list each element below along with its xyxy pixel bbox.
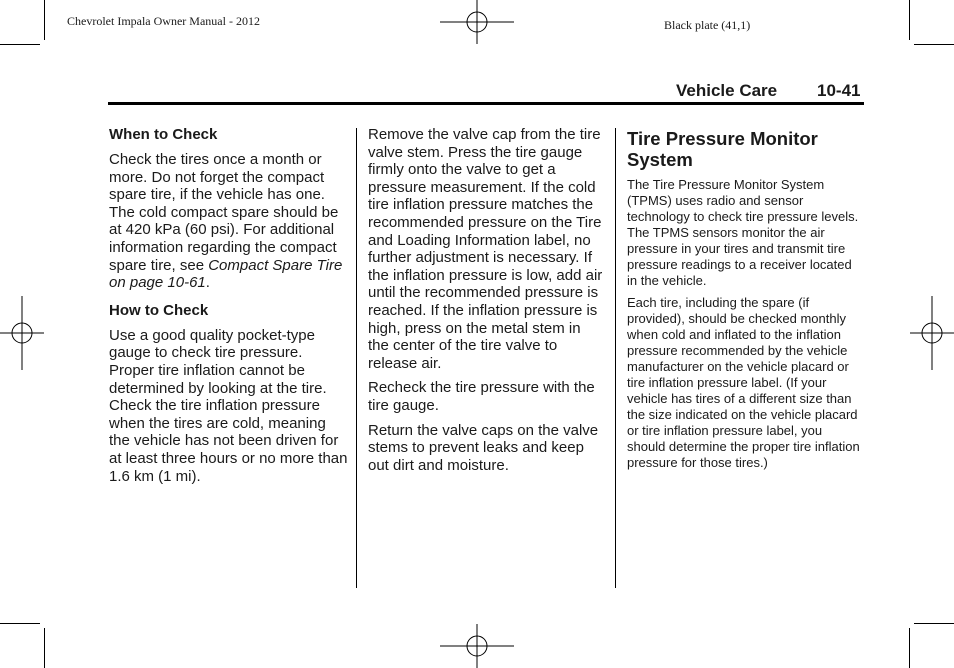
registration-mark-top-icon [440, 0, 514, 44]
when-to-check-paragraph [109, 151, 349, 292]
when-to-check-text: Check the tires once a month or more. Do not forget the compact spare tire, if the vehicle has one. The cold compact spare should be at 420 kPa (60 psi). For additional information regarding the compact spare tire, see [109, 151, 339, 274]
registration-mark-left-icon [0, 296, 44, 370]
registration-mark-right-icon [910, 296, 954, 370]
crop-mark-bottom-right-h [914, 623, 954, 624]
header-rule [108, 102, 864, 105]
tpms-each-tire-paragraph: Each tire, including the spare (if provided), should be checked monthly when cold and inflated to the inflation pressure recommended by the vehicle manufacturer on the vehicle placard or tire inflation pressure label. (If your vehicle has tires of a different size than the size indicated on the vehicle placard or tire inflation pressure label, you should determine the proper tire inflation pressure for those tires.) [627, 295, 860, 470]
return-caps-paragraph: Return the valve caps on the valve stems to prevent leaks and keep out dirt and moisture. [368, 421, 599, 474]
column-divider-2 [615, 128, 616, 588]
when-to-check-end: . [205, 274, 210, 292]
plate-info-right: Black plate (41,1) [664, 18, 751, 32]
column-divider-1 [356, 128, 357, 588]
column-3 [627, 126, 863, 477]
crop-mark-top-left-h [0, 44, 40, 45]
crop-mark-top-right-v [909, 0, 910, 40]
registration-mark-bottom-icon [440, 624, 514, 668]
crop-mark-top-right-h [914, 44, 954, 45]
valve-cap-paragraph: Remove the valve cap from the tire valve stem. Press the tire gauge firmly onto the valve to get a pressure measurement. If the cold tire inflation pressure matches the recommended pressure on the Tire and Loading Information label, no further adjustment is necessary. If the inflation pressure is low, add air until the recommended pressure is reached. If the inflation pressure is high, press on the metal stem in the center of the tire valve to release air. [368, 126, 603, 372]
plate-info-left: Chevrolet Impala Owner Manual - 2012 [67, 14, 260, 28]
compact-spare-reference-link[interactable]: Compact Spare Tire on page 10-61 [109, 256, 343, 292]
header-section-title: Vehicle Care [676, 81, 778, 100]
column-2 [368, 126, 604, 481]
tpms-intro-paragraph: The Tire Pressure Monitor System (TPMS) uses radio and sensor technology to check tire pressure levels. The TPMS sensors monitor the air pressure in your tires and transmit tire pressure readings to a receiver located in the vehicle. [627, 177, 859, 288]
how-to-check-heading: How to Check [109, 301, 209, 319]
how-to-check-paragraph: Use a good quality pocket-type gauge to check tire pressure. Proper tire inflation cannot be determined by looking at the tire. Check the tire inflation pressure when the tires are cold, meaning the vehicle has not been driven for at least three hours or no more than 1.6 km (1 mi). [109, 326, 348, 485]
column-1 [109, 126, 349, 492]
tpms-section-title: Tire Pressure Monitor System [627, 128, 818, 170]
recheck-paragraph: Recheck the tire pressure with the tire gauge. [368, 379, 595, 414]
when-to-check-heading: When to Check [109, 126, 218, 143]
crop-mark-bottom-left-v [44, 628, 45, 668]
crop-mark-bottom-right-v [909, 628, 910, 668]
crop-mark-top-left-v [44, 0, 45, 40]
crop-mark-bottom-left-h [0, 623, 40, 624]
header-page-number: 10-41 [817, 81, 861, 100]
